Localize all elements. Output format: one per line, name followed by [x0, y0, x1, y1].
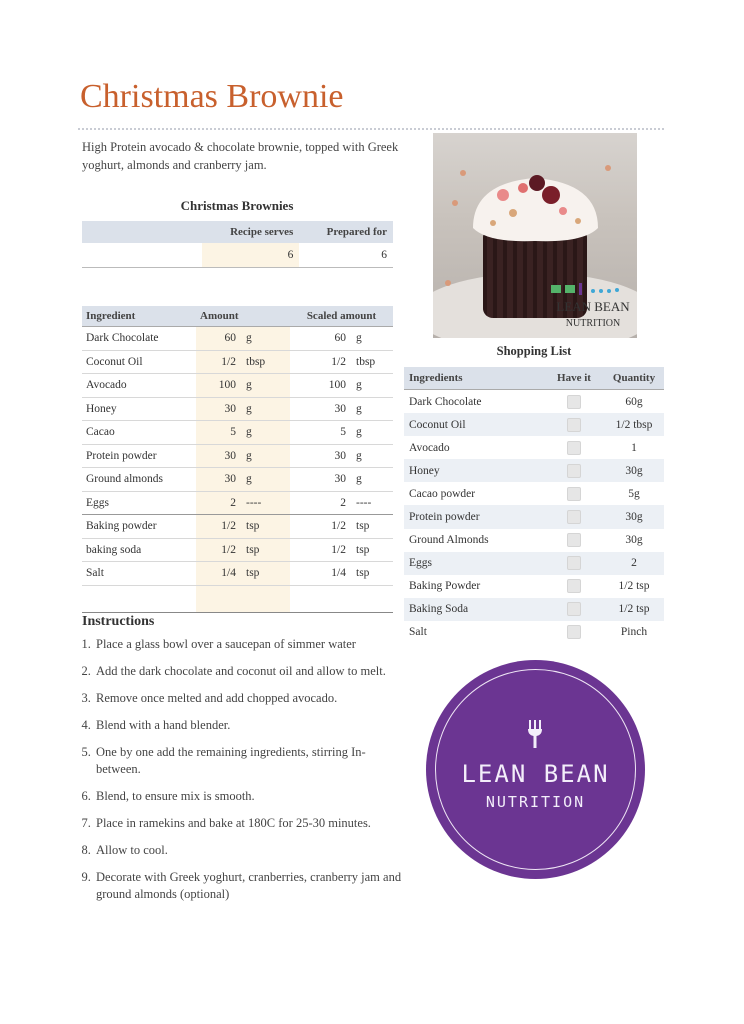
ingredient-scaled-amount: 2	[290, 491, 350, 515]
empty-cell	[196, 585, 240, 612]
empty-cell	[290, 585, 350, 612]
instruction-step: 1. Place a glass bowl over a saucepan of simmer water	[94, 636, 404, 653]
shopping-item-name: Avocado	[409, 441, 450, 454]
ingredient-row	[82, 538, 393, 562]
have-it-checkbox[interactable]	[567, 533, 581, 547]
ingredient-scaled-unit: g	[350, 374, 393, 398]
have-it-checkbox[interactable]	[567, 602, 581, 616]
ingredient-row	[82, 374, 393, 398]
dotted-divider	[78, 128, 664, 130]
ingredient-row	[82, 397, 393, 421]
shop-ingredients-header: Ingredients	[404, 367, 544, 390]
ingredient-amount: 30	[196, 468, 240, 492]
ingredient-amount: 30	[196, 397, 240, 421]
shopping-item-quantity: 1/2 tsp	[618, 580, 650, 593]
ingredient-row-empty	[82, 585, 393, 612]
ingredient-scaled-unit: g	[350, 397, 393, 421]
ingredient-unit: g	[240, 421, 290, 445]
empty-cell	[350, 585, 393, 612]
have-it-checkbox[interactable]	[567, 418, 581, 432]
have-it-cell	[544, 621, 604, 644]
ingredient-unit: tsp	[240, 515, 290, 539]
ingredient-row	[82, 468, 393, 492]
ingredient-amount: 1/2	[196, 515, 240, 539]
empty-cell	[82, 585, 196, 612]
have-it-cell	[544, 459, 604, 482]
ingredient-scaled-amount: 1/2	[290, 350, 350, 374]
shopping-row	[404, 621, 664, 644]
have-it-checkbox[interactable]	[567, 510, 581, 524]
shopping-row	[404, 552, 664, 575]
ingredient-scaled-unit: ----	[350, 491, 393, 515]
shopping-item-name: Cacao powder	[409, 487, 476, 500]
logo-text-nutrition: NUTRITION	[485, 793, 586, 811]
shopping-item-name: Ground Almonds	[409, 534, 489, 547]
ingredient-unit: g	[240, 374, 290, 398]
ingredient-amount: 1/2	[196, 538, 240, 562]
recipe-table-title: Christmas Brownies	[180, 198, 294, 213]
have-it-checkbox[interactable]	[567, 579, 581, 593]
prepared-for-value[interactable]: 6	[299, 243, 393, 268]
have-it-cell	[544, 482, 604, 505]
shopping-item-name: Eggs	[404, 552, 544, 575]
have-it-cell	[544, 598, 604, 621]
ingredient-name: Ground almonds	[82, 468, 196, 492]
ingredient-row	[82, 562, 393, 586]
shopping-row	[404, 390, 664, 414]
instruction-step: 4. Blend with a hand blender.	[94, 717, 404, 734]
ingredient-scaled-unit: tbsp	[350, 350, 393, 374]
have-it-cell	[544, 390, 604, 414]
have-it-checkbox[interactable]	[567, 625, 581, 639]
ingredient-unit: tsp	[240, 562, 290, 586]
shopping-row	[404, 529, 664, 552]
ingredient-row	[82, 327, 393, 351]
have-it-cell	[544, 552, 604, 575]
ingredient-name: Protein powder	[82, 444, 196, 468]
shopping-row	[404, 413, 664, 436]
ingredient-amount: 1/4	[196, 562, 240, 586]
shopping-row	[404, 459, 664, 482]
recipe-description: High Protein avocado & chocolate brownie, topped with Greek yoghurt, almonds and cranberry jam.	[82, 140, 399, 172]
instruction-step: 6. Blend, to ensure mix is smooth.	[94, 788, 404, 805]
ingredient-scaled-amount: 1/2	[290, 515, 350, 539]
ingredient-scaled-unit: tsp	[350, 562, 393, 586]
servings-table	[82, 221, 393, 268]
shopping-row	[404, 482, 664, 505]
photo-watermark-line1: LEAN BEAN	[556, 299, 630, 314]
ingredient-row	[82, 421, 393, 445]
ingredient-scaled-unit: g	[350, 468, 393, 492]
ingredient-amount: 100	[196, 374, 240, 398]
shopping-item-name: Baking Soda	[404, 598, 544, 621]
have-it-cell	[544, 436, 604, 459]
ingredient-scaled-unit: tsp	[350, 515, 393, 539]
instruction-step: 9. Decorate with Greek yoghurt, cranberries, cranberry jam and ground almonds (optional)	[94, 869, 404, 903]
shopping-item-quantity: 5g	[628, 487, 640, 500]
ingredient-name: Coconut Oil	[82, 350, 196, 374]
shopping-item-quantity: 1	[631, 441, 637, 454]
ingredient-unit: g	[240, 397, 290, 421]
shopping-item-quantity: 30g	[604, 459, 664, 482]
scaled-amount-header: Scaled amount	[290, 306, 393, 327]
ingredient-name: Salt	[82, 562, 196, 586]
ingredient-scaled-unit: g	[350, 444, 393, 468]
instructions-title: Instructions	[82, 614, 155, 629]
ingredient-amount: 30	[196, 444, 240, 468]
shopping-row	[404, 436, 664, 459]
ingredient-scaled-unit: g	[350, 327, 393, 351]
shopping-item-quantity: Pinch	[620, 626, 648, 639]
ingredient-scaled-amount: 30	[290, 444, 350, 468]
ingredient-amount: 1/2	[196, 350, 240, 374]
instruction-step: 2. Add the dark chocolate and coconut oil and allow to melt.	[94, 663, 404, 680]
amount-header: Amount	[196, 306, 290, 327]
lean-bean-logo	[426, 660, 645, 879]
shopping-item-quantity: 30g	[625, 534, 643, 547]
shopping-row	[404, 505, 664, 528]
shopping-list-title: Shopping List	[496, 344, 572, 358]
ingredient-amount: 60	[196, 327, 240, 351]
quantity-header: Quantity	[604, 367, 664, 390]
brownie-illustration	[433, 133, 637, 338]
shopping-item-name: Honey	[404, 459, 544, 482]
logo-text-lean-bean: LEAN BEAN	[461, 760, 610, 788]
shopping-item-name: Salt	[409, 626, 427, 639]
ingredient-row	[82, 515, 393, 539]
ingredient-scaled-unit: tsp	[350, 538, 393, 562]
shopping-item-quantity: 1/2 tbsp	[604, 413, 664, 436]
fork-icon	[527, 720, 543, 748]
have-it-cell	[544, 529, 604, 552]
instruction-step: 8. Allow to cool.	[94, 842, 404, 859]
ingredient-amount: 2	[196, 491, 240, 515]
ingredient-unit: tsp	[240, 538, 290, 562]
brownie-photo	[433, 133, 637, 338]
ingredients-table	[82, 306, 393, 613]
have-it-checkbox[interactable]	[567, 487, 581, 501]
ingredient-row	[82, 444, 393, 468]
photo-watermark-line2: NUTRITION	[565, 318, 621, 329]
ingredient-scaled-amount: 100	[290, 374, 350, 398]
shopping-list-table	[404, 367, 664, 644]
ingredient-name: Baking powder	[82, 515, 196, 539]
shopping-item-name: Baking Powder	[409, 580, 481, 593]
have-it-checkbox[interactable]	[567, 464, 581, 478]
instruction-step: 3. Remove once melted and add chopped avocado.	[94, 690, 404, 707]
ingredient-header: Ingredient	[82, 306, 196, 327]
ingredient-scaled-amount: 1/2	[290, 538, 350, 562]
ingredient-name: Eggs	[82, 491, 196, 515]
ingredient-name: Dark Chocolate	[82, 327, 196, 351]
instruction-step: 7. Place in ramekins and bake at 180C for 25-30 minutes.	[94, 815, 404, 832]
shopping-item-quantity: 30g	[604, 505, 664, 528]
ingredient-row	[82, 350, 393, 374]
instructions-list	[72, 636, 404, 913]
ingredient-scaled-amount: 60	[290, 327, 350, 351]
have-it-checkbox[interactable]	[567, 395, 581, 409]
shopping-row	[404, 575, 664, 598]
have-it-cell	[544, 413, 604, 436]
ingredient-unit: tbsp	[240, 350, 290, 374]
have-it-checkbox[interactable]	[567, 441, 581, 455]
ingredient-row	[82, 491, 393, 515]
have-it-checkbox[interactable]	[567, 556, 581, 570]
ingredient-unit: g	[240, 444, 290, 468]
ingredient-unit: g	[240, 468, 290, 492]
instruction-step: 5. One by one add the remaining ingredients, stirring In-between.	[94, 744, 404, 778]
have-it-cell	[544, 505, 604, 528]
ingredient-name: baking soda	[82, 538, 196, 562]
prepared-for-header: Prepared for	[299, 221, 393, 243]
empty-cell	[240, 585, 290, 612]
shopping-row	[404, 598, 664, 621]
recipe-serves-header: Recipe serves	[202, 221, 299, 243]
recipe-serves-value: 6	[202, 243, 299, 268]
ingredient-name: Honey	[82, 397, 196, 421]
ingredient-scaled-unit: g	[350, 421, 393, 445]
shopping-item-quantity: 60g	[625, 395, 643, 408]
shopping-item-quantity: 2	[604, 552, 664, 575]
ingredient-unit: g	[240, 327, 290, 351]
ingredient-scaled-amount: 30	[290, 468, 350, 492]
shopping-item-name: Coconut Oil	[404, 413, 544, 436]
shopping-item-name: Protein powder	[404, 505, 544, 528]
ingredient-amount: 5	[196, 421, 240, 445]
have-it-cell	[544, 575, 604, 598]
ingredient-name: Cacao	[82, 421, 196, 445]
page-title: Christmas Brownie	[80, 78, 344, 115]
ingredient-name: Avocado	[82, 374, 196, 398]
ingredient-scaled-amount: 1/4	[290, 562, 350, 586]
ingredient-scaled-amount: 30	[290, 397, 350, 421]
have-it-header: Have it	[544, 367, 604, 390]
shopping-item-quantity: 1/2 tsp	[604, 598, 664, 621]
ingredient-scaled-amount: 5	[290, 421, 350, 445]
shopping-item-name: Dark Chocolate	[409, 395, 482, 408]
ingredient-unit: ----	[240, 491, 290, 515]
